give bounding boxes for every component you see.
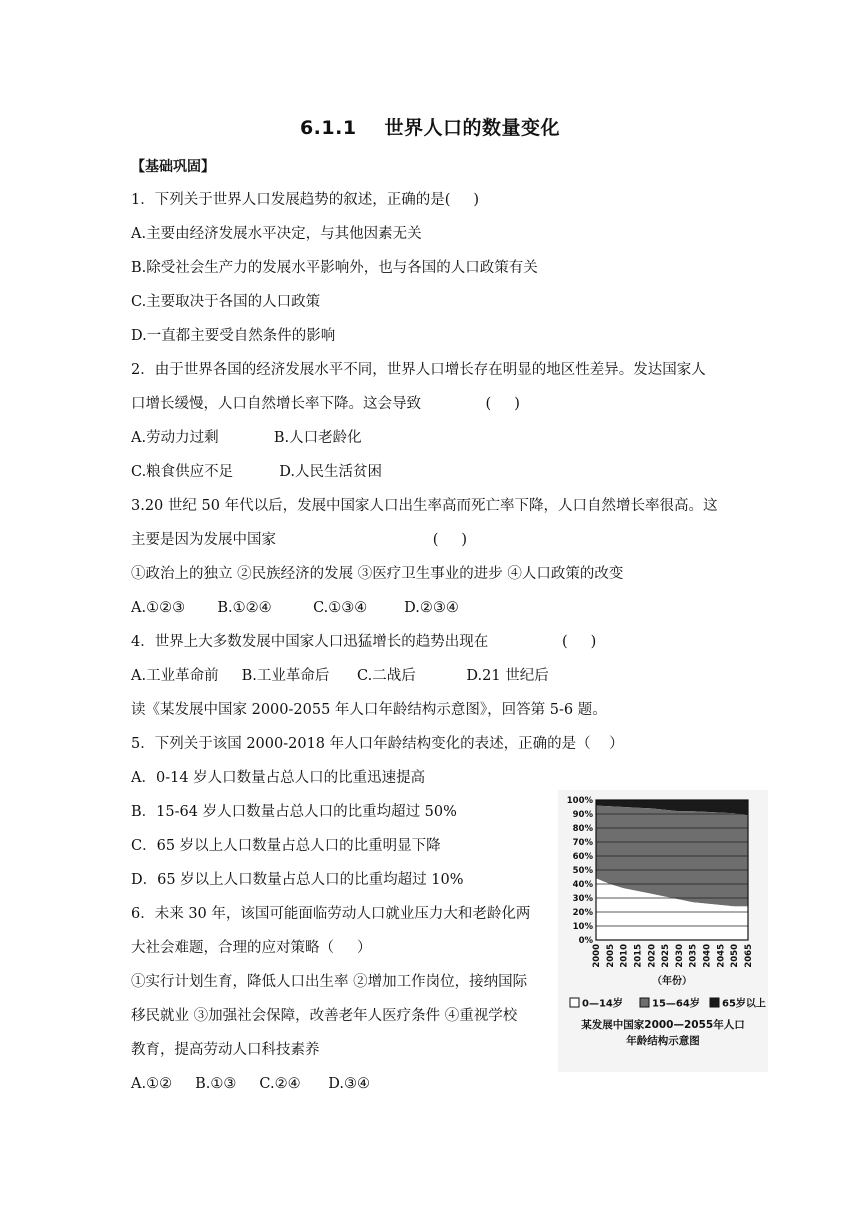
y-tick-label: 100% xyxy=(566,796,593,806)
chart-title-line-1: 某发展中国家2000—2055年人口 xyxy=(581,1019,745,1031)
y-tick-label: 60% xyxy=(572,852,593,862)
q1-option-d: D.一直都主要受自然条件的影响 xyxy=(131,328,336,344)
q1-option-b: B.除受社会生产力的发展水平影响外，也与各国的人口政策有关 xyxy=(131,260,538,276)
legend-swatch xyxy=(640,998,649,1007)
q5-option-d: D．65 岁以上人口数量占总人口的比重均超过 10% xyxy=(131,872,464,888)
chart-title-line-2: 年龄结构示意图 xyxy=(626,1035,700,1047)
q5-option-a: A．0-14 岁人口数量占总人口的比重迅速提高 xyxy=(131,770,426,786)
question-4: 4．世界上大多数发展中国家人口迅猛增长的趋势出现在 ( ) xyxy=(131,634,597,650)
age-structure-chart xyxy=(558,790,768,1072)
x-tick-label: 2050 xyxy=(730,944,741,968)
legend-label: 65岁以上 xyxy=(722,998,766,1010)
x-tick-label: 2015 xyxy=(633,944,644,968)
x-tick-label: 2035 xyxy=(688,944,699,968)
q1-option-c: C.主要取决于各国的人口政策 xyxy=(131,294,321,310)
reading-instruction: 读《某发展中国家 2000-2055 年人口年龄结构示意图》，回答第 5-6 题。 xyxy=(131,702,607,718)
q4-options: A.工业革命前 B.工业革命后 C.二战后 D.21 世纪后 xyxy=(131,668,549,684)
question-3-line-2: 主要是因为发展中国家 ( ) xyxy=(131,532,468,548)
q6-statements-line-3: 教育，提高劳动人口科技素养 xyxy=(131,1042,320,1058)
q3-options: A.①②③ B.①②④ C.①③④ D.②③④ xyxy=(131,600,459,616)
x-tick-label: 2005 xyxy=(605,944,616,968)
q5-option-c: C．65 岁以上人口数量占总人口的比重明显下降 xyxy=(131,838,441,854)
question-3-line-1: 3.20 世纪 50 年代以后，发展中国家人口出生率高而死亡率下降，人口自然增长率很高。这 xyxy=(131,498,718,514)
y-tick-label: 50% xyxy=(572,866,593,876)
x-tick-label: 2045 xyxy=(716,944,727,968)
x-axis-label: （年份） xyxy=(652,976,692,987)
q6-options: A.①② B.①③ C.②④ D.③④ xyxy=(131,1076,370,1092)
x-tick-label: 2030 xyxy=(674,944,685,968)
q2-options-cd: C.粮食供应不足 D.人民生活贫困 xyxy=(131,464,382,480)
y-tick-label: 90% xyxy=(572,810,593,820)
y-tick-label: 40% xyxy=(572,880,593,890)
q2-options-ab: A.劳动力过剩 B.人口老龄化 xyxy=(131,430,362,446)
y-tick-label: 0% xyxy=(578,936,593,946)
legend-swatch xyxy=(570,998,579,1007)
y-tick-label: 10% xyxy=(572,922,593,932)
q5-option-b: B．15-64 岁人口数量占总人口的比重均超过 50% xyxy=(131,804,457,820)
y-tick-label: 30% xyxy=(572,894,593,904)
x-tick-label: 2020 xyxy=(647,944,658,968)
legend-label: 0—14岁 xyxy=(582,998,623,1010)
question-6-line-1: 6．未来 30 年，该国可能面临劳动人口就业压力大和老龄化两 xyxy=(131,906,531,922)
question-1: 1．下列关于世界人口发展趋势的叙述，正确的是( ) xyxy=(131,192,480,208)
page-title xyxy=(0,113,860,140)
q6-statements-line-1: ①实行计划生育，降低人口出生率 ②增加工作岗位，接纳国际 xyxy=(131,974,528,990)
x-tick-label: 2025 xyxy=(661,944,672,968)
q3-statements: ①政治上的独立 ②民族经济的发展 ③医疗卫生事业的进步 ④人口政策的改变 xyxy=(131,566,624,582)
x-tick-label: 2000 xyxy=(592,944,602,968)
y-tick-label: 20% xyxy=(572,908,593,918)
x-tick-label: 2065 xyxy=(744,944,754,968)
question-5: 5．下列关于该国 2000-2018 年人口年龄结构变化的表述，正确的是（ ） xyxy=(131,736,624,752)
x-tick-label: 2040 xyxy=(702,944,713,968)
question-2-line-1: 2．由于世界各国的经济发展水平不同，世界人口增长存在明显的地区性差异。发达国家人 xyxy=(131,362,706,378)
title-text: 世界人口的数量变化 xyxy=(384,117,561,139)
y-tick-label: 80% xyxy=(572,824,593,834)
section-heading: 【基础巩固】 xyxy=(131,159,215,175)
q6-statements-line-2: 移民就业 ③加强社会保障，改善老年人医疗条件 ④重视学校 xyxy=(131,1008,518,1024)
question-6-line-2: 大社会难题，合理的应对策略（ ） xyxy=(131,940,372,956)
x-tick-label: 2010 xyxy=(619,944,630,968)
y-tick-label: 70% xyxy=(572,838,593,848)
question-2-line-2: 口增长缓慢，人口自然增长率下降。这会导致 ( ) xyxy=(131,396,520,412)
legend-swatch xyxy=(710,998,719,1007)
q1-option-a: A.主要由经济发展水平决定，与其他因素无关 xyxy=(131,226,422,242)
title-number: 6.1.1 xyxy=(299,117,357,139)
legend-label: 15—64岁 xyxy=(652,998,700,1010)
chart-svg xyxy=(558,790,768,1072)
